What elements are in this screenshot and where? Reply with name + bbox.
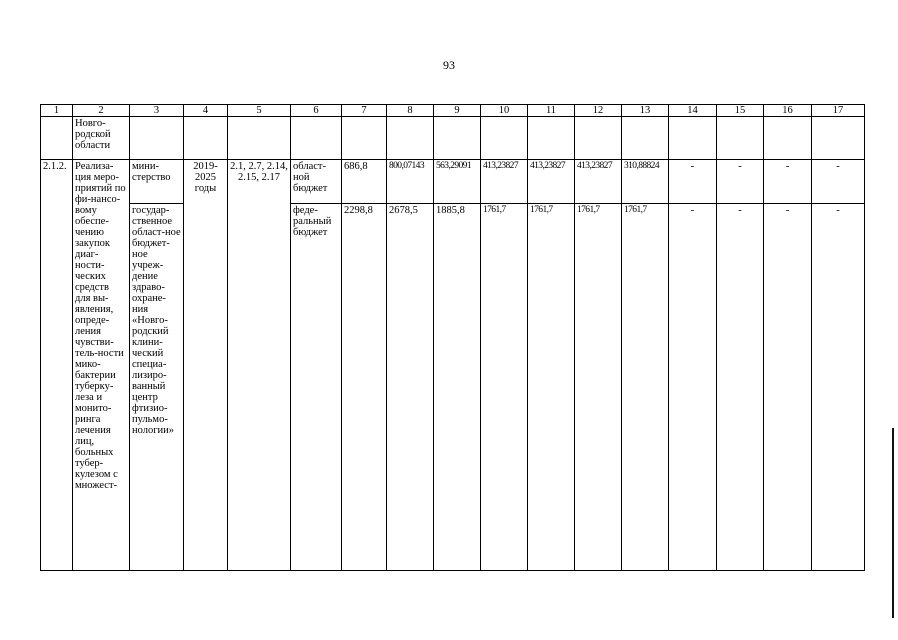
table-cell xyxy=(575,117,622,160)
table-cell xyxy=(481,117,528,160)
column-number: 2 xyxy=(73,105,130,117)
column-number: 8 xyxy=(387,105,434,117)
column-number: 6 xyxy=(291,105,342,117)
table-cell xyxy=(434,117,481,160)
column-number-row xyxy=(41,105,865,117)
funding-value: 1761,7 xyxy=(528,204,575,571)
funding-value: 413,23827 xyxy=(528,160,575,204)
funding-value: 1761,7 xyxy=(575,204,622,571)
column-number: 9 xyxy=(434,105,481,117)
column-number: 14 xyxy=(669,105,717,117)
funding-value: 1761,7 xyxy=(622,204,669,571)
table-row xyxy=(41,204,865,571)
column-number: 1 xyxy=(41,105,73,117)
funding-source: феде-ральный бюджет xyxy=(291,204,342,571)
scan-edge-line xyxy=(892,428,894,618)
column-number: 12 xyxy=(575,105,622,117)
table-cell xyxy=(669,117,717,160)
page-number: 93 xyxy=(443,58,455,72)
column-number: 5 xyxy=(228,105,291,117)
column-number: 4 xyxy=(184,105,228,117)
column-number: 10 xyxy=(481,105,528,117)
column-number: 17 xyxy=(812,105,865,117)
row-number: 2.1.2. xyxy=(41,160,73,571)
funding-value: - xyxy=(812,160,865,204)
funding-value: - xyxy=(717,204,764,571)
table-cell xyxy=(291,117,342,160)
column-number: 16 xyxy=(764,105,812,117)
executor-institution: государ-ственное област-ное бюджет-ное учреж-дение здраво-охране-ния «Новго-родский клини-ческий специа-лизиро-ванный центр фтизио-пульмо-нологии» xyxy=(130,204,184,571)
funding-value: 800,07143 xyxy=(387,160,434,204)
funding-value: - xyxy=(764,160,812,204)
table-cell xyxy=(387,117,434,160)
activity-name: Реализа-ция меро-приятий по фи-нансо-вому обеспе-чению закупок диаг-ности-ческих средств для вы-явления, опреде-ления чувстви-тель-ности мико-бактерии туберку-леза и монито-ринга лечения лиц, больных тубер-кулезом с множест- xyxy=(73,160,130,571)
executor-ministry: мини-стерство xyxy=(130,160,184,204)
table-cell xyxy=(528,117,575,160)
funding-value: 413,23827 xyxy=(575,160,622,204)
target-indicators: 2.1, 2.7, 2.14, 2.15, 2.17 xyxy=(228,160,291,571)
table-cell xyxy=(342,117,387,160)
funding-value: - xyxy=(717,160,764,204)
column-number: 7 xyxy=(342,105,387,117)
funding-value: 2678,5 xyxy=(387,204,434,571)
funding-value: - xyxy=(669,160,717,204)
funding-source: област-ной бюджет xyxy=(291,160,342,204)
funding-value: 310,88824 xyxy=(622,160,669,204)
funding-value: 1885,8 xyxy=(434,204,481,571)
period: 2019-2025 годы xyxy=(184,160,228,571)
funding-value: - xyxy=(812,204,865,571)
funding-value: 563,29091 xyxy=(434,160,481,204)
table-cell xyxy=(130,117,184,160)
funding-value: - xyxy=(669,204,717,571)
column-number: 15 xyxy=(717,105,764,117)
table-cell xyxy=(184,117,228,160)
continuation-text: Новго-родской области xyxy=(73,117,130,160)
budget-table xyxy=(40,104,865,571)
funding-value: 686,8 xyxy=(342,160,387,204)
column-number: 3 xyxy=(130,105,184,117)
table-cell xyxy=(41,117,73,160)
table-cell xyxy=(812,117,865,160)
table-cell xyxy=(717,117,764,160)
table-cell xyxy=(764,117,812,160)
column-number: 11 xyxy=(528,105,575,117)
funding-value: 1761,7 xyxy=(481,204,528,571)
table-cell xyxy=(228,117,291,160)
column-number: 13 xyxy=(622,105,669,117)
funding-value: 2298,8 xyxy=(342,204,387,571)
funding-value: 413,23827 xyxy=(481,160,528,204)
table-row xyxy=(41,160,865,204)
continuation-row xyxy=(41,117,865,160)
table-cell xyxy=(622,117,669,160)
funding-value: - xyxy=(764,204,812,571)
